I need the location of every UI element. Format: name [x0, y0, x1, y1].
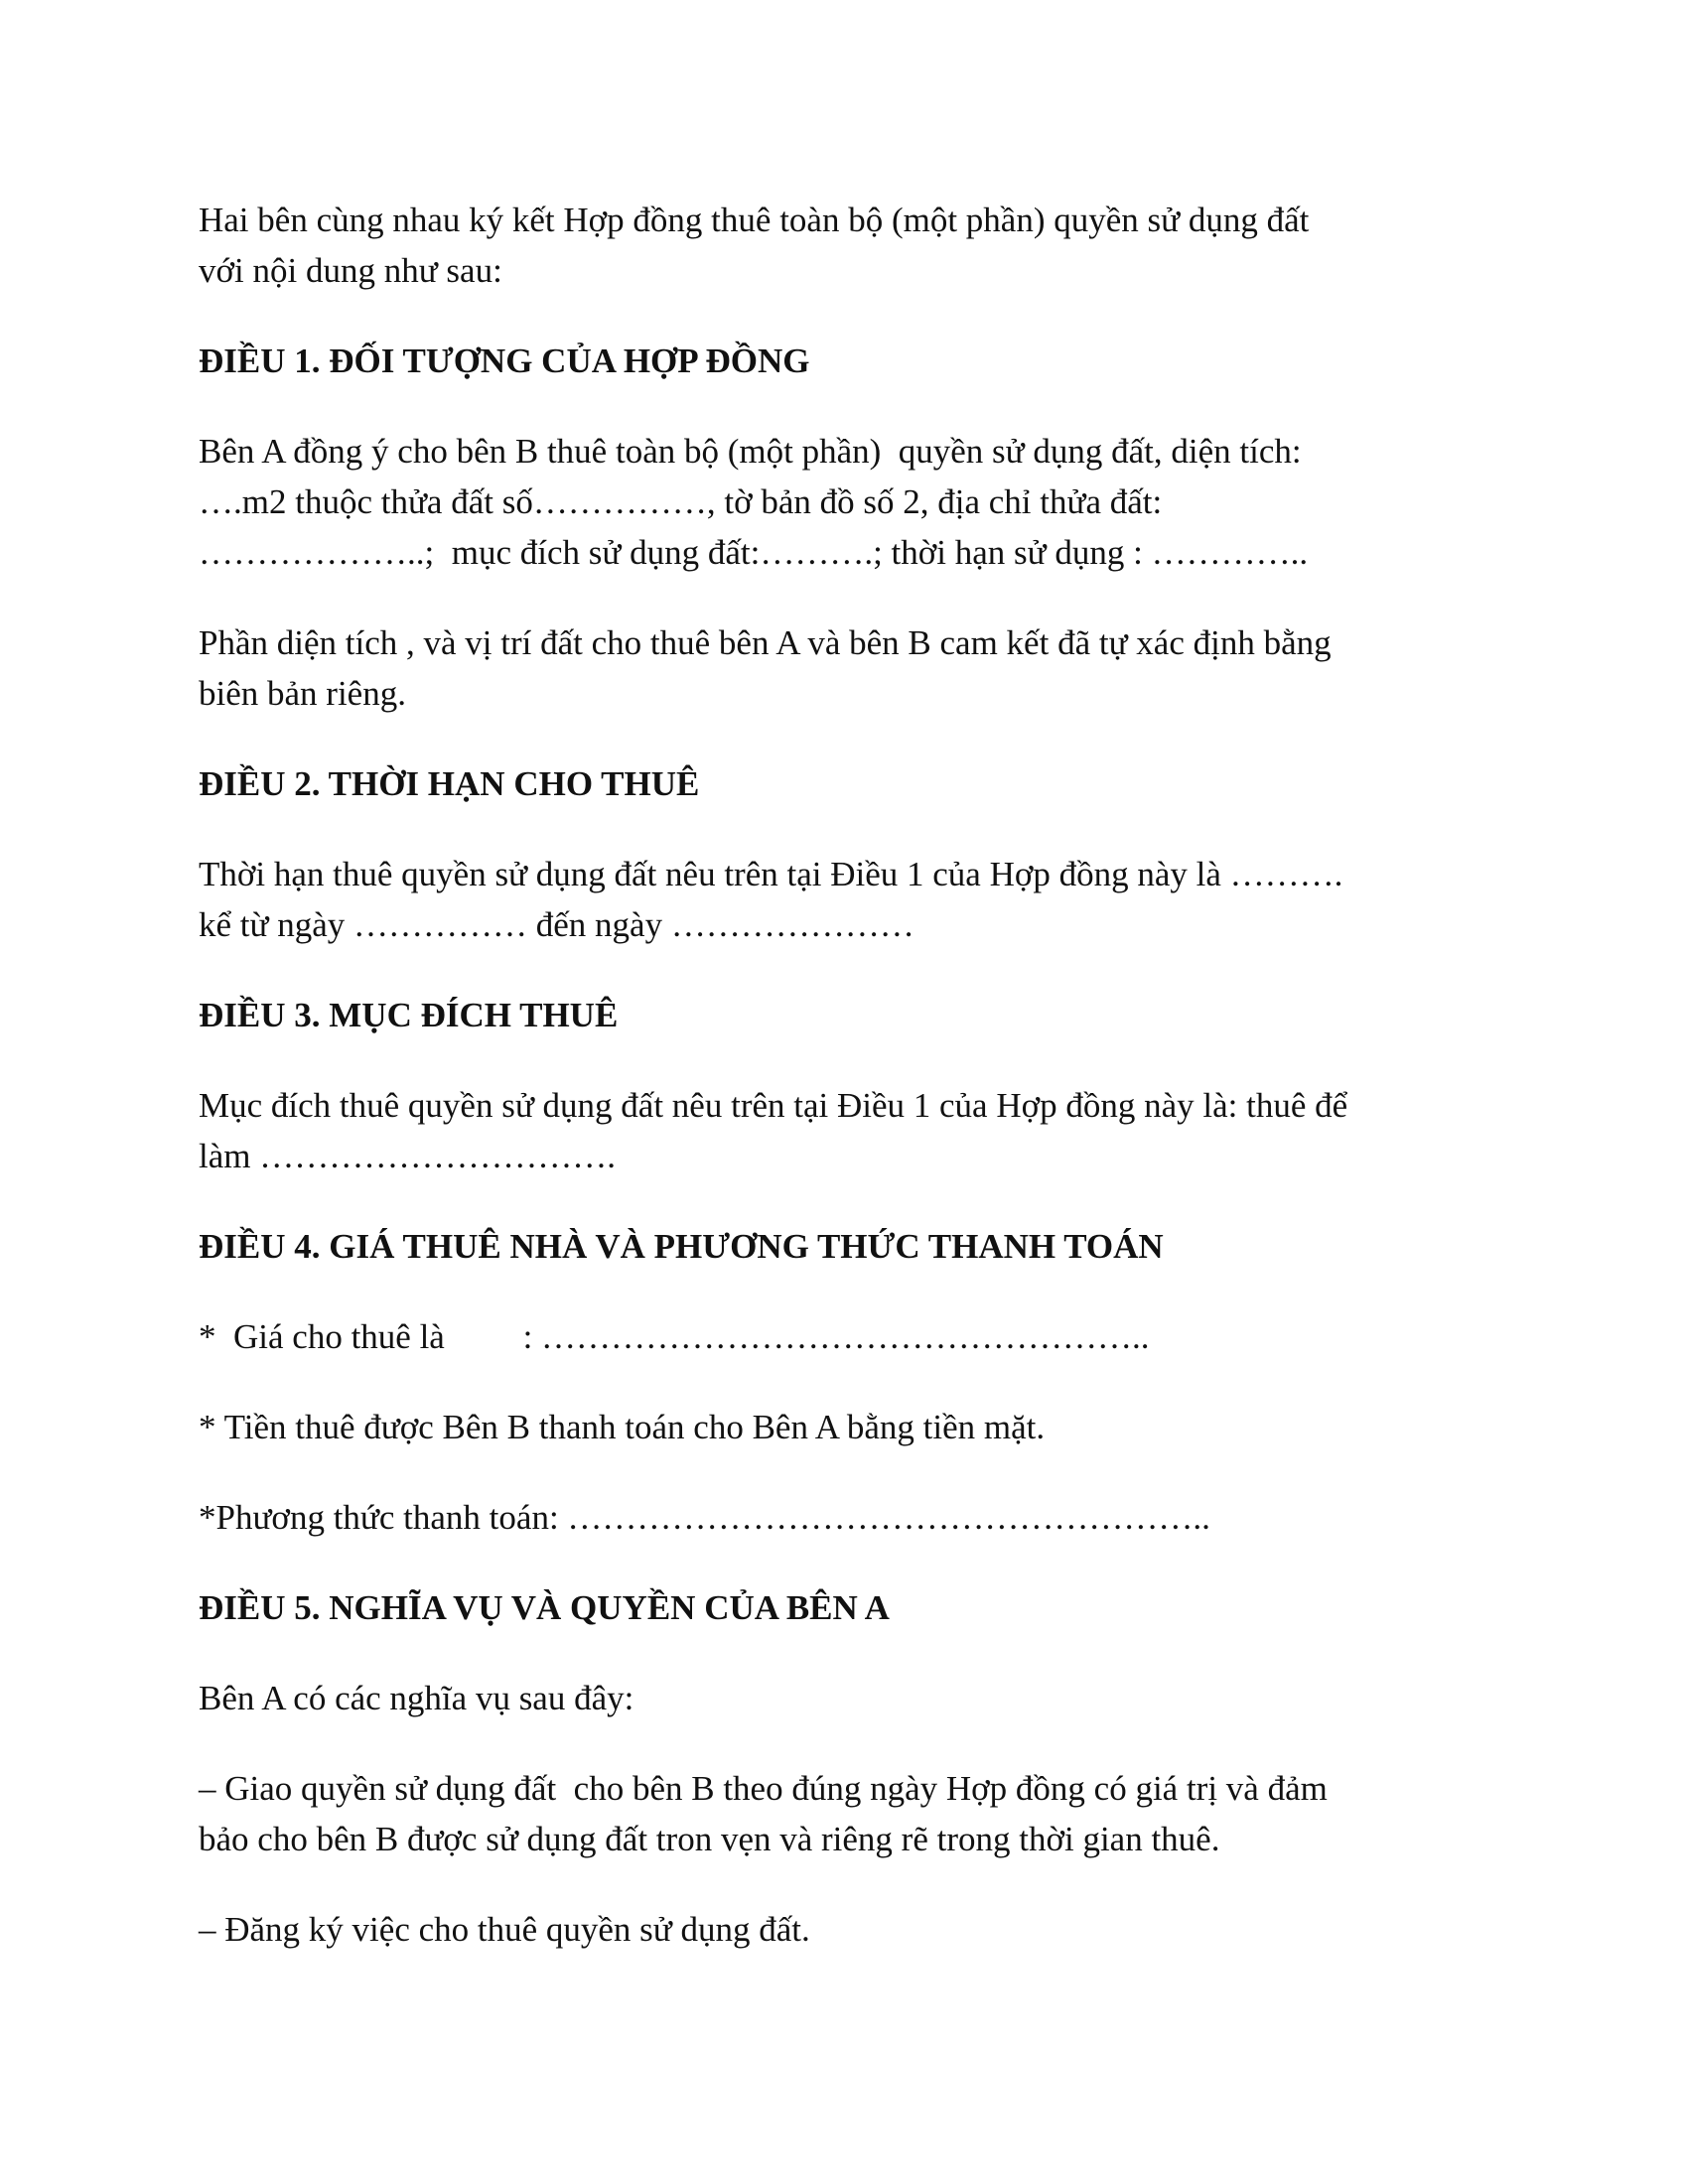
article-4-item-cash: * Tiền thuê được Bên B thanh toán cho Bên A bằng tiền mặt. [199, 1408, 1046, 1446]
text-line: với nội dung như sau: [199, 251, 502, 290]
article-5-heading: ĐIỀU 5. NGHĨA VỤ VÀ QUYỀN CỦA BÊN A [199, 1588, 890, 1627]
text-line: bảo cho bên B được sử dụng đất tron vẹn và riêng rẽ trong thời gian thuê. [199, 1820, 1220, 1858]
text-line: Bên A đồng ý cho bên B thuê toàn bộ (một phần) quyền sử dụng đất, diện tích: [199, 432, 1302, 471]
text-line: Hai bên cùng nhau ký kết Hợp đồng thuê toàn bộ (một phần) quyền sử dụng đất [199, 201, 1310, 239]
article-3-paragraph-1 [199, 1080, 1509, 1181]
article-5-item-1 [199, 1763, 1509, 1864]
intro-paragraph [199, 195, 1509, 296]
article-3-heading: ĐIỀU 3. MỤC ĐÍCH THUÊ [199, 996, 619, 1034]
text-line: Thời hạn thuê quyền sử dụng đất nêu trên tại Điều 1 của Hợp đồng này là ………. [199, 855, 1343, 893]
text-line: kể từ ngày …………… đến ngày ………………… [199, 905, 914, 944]
text-line: ….m2 thuộc thửa đất số……………, tờ bản đồ số 2, địa chỉ thửa đất: [199, 482, 1163, 521]
document-page [199, 195, 1509, 1955]
article-2-heading: ĐIỀU 2. THỜI HẠN CHO THUÊ [199, 764, 700, 803]
article-4-item-price: * Giá cho thuê là : …………………………………………….. [199, 1317, 1150, 1356]
text-line: biên bản riêng. [199, 674, 406, 713]
article-4-item-method: *Phương thức thanh toán: ……………………………………………….. [199, 1498, 1210, 1537]
article-1-paragraph-2 [199, 617, 1509, 719]
article-5-intro: Bên A có các nghĩa vụ sau đây: [199, 1679, 634, 1717]
text-line: Phần diện tích , và vị trí đất cho thuê bên A và bên B cam kết đã tự xác định bằng [199, 623, 1332, 662]
article-5-item-2: – Đăng ký việc cho thuê quyền sử dụng đất. [199, 1910, 810, 1949]
article-1-paragraph-1 [199, 426, 1509, 578]
article-4-heading: ĐIỀU 4. GIÁ THUÊ NHÀ VÀ PHƯƠNG THỨC THANH TOÁN [199, 1227, 1164, 1266]
text-line: Mục đích thuê quyền sử dụng đất nêu trên tại Điều 1 của Hợp đồng này là: thuê để [199, 1086, 1348, 1125]
article-1-heading: ĐIỀU 1. ĐỐI TƯỢNG CỦA HỢP ĐỒNG [199, 341, 810, 380]
text-line: ………………..; mục đích sử dụng đất:……….; thời hạn sử dụng : ………….. [199, 533, 1309, 572]
text-line: – Giao quyền sử dụng đất cho bên B theo đúng ngày Hợp đồng có giá trị và đảm [199, 1769, 1328, 1808]
article-2-paragraph-1 [199, 849, 1509, 950]
text-line: làm …………………………. [199, 1137, 616, 1175]
